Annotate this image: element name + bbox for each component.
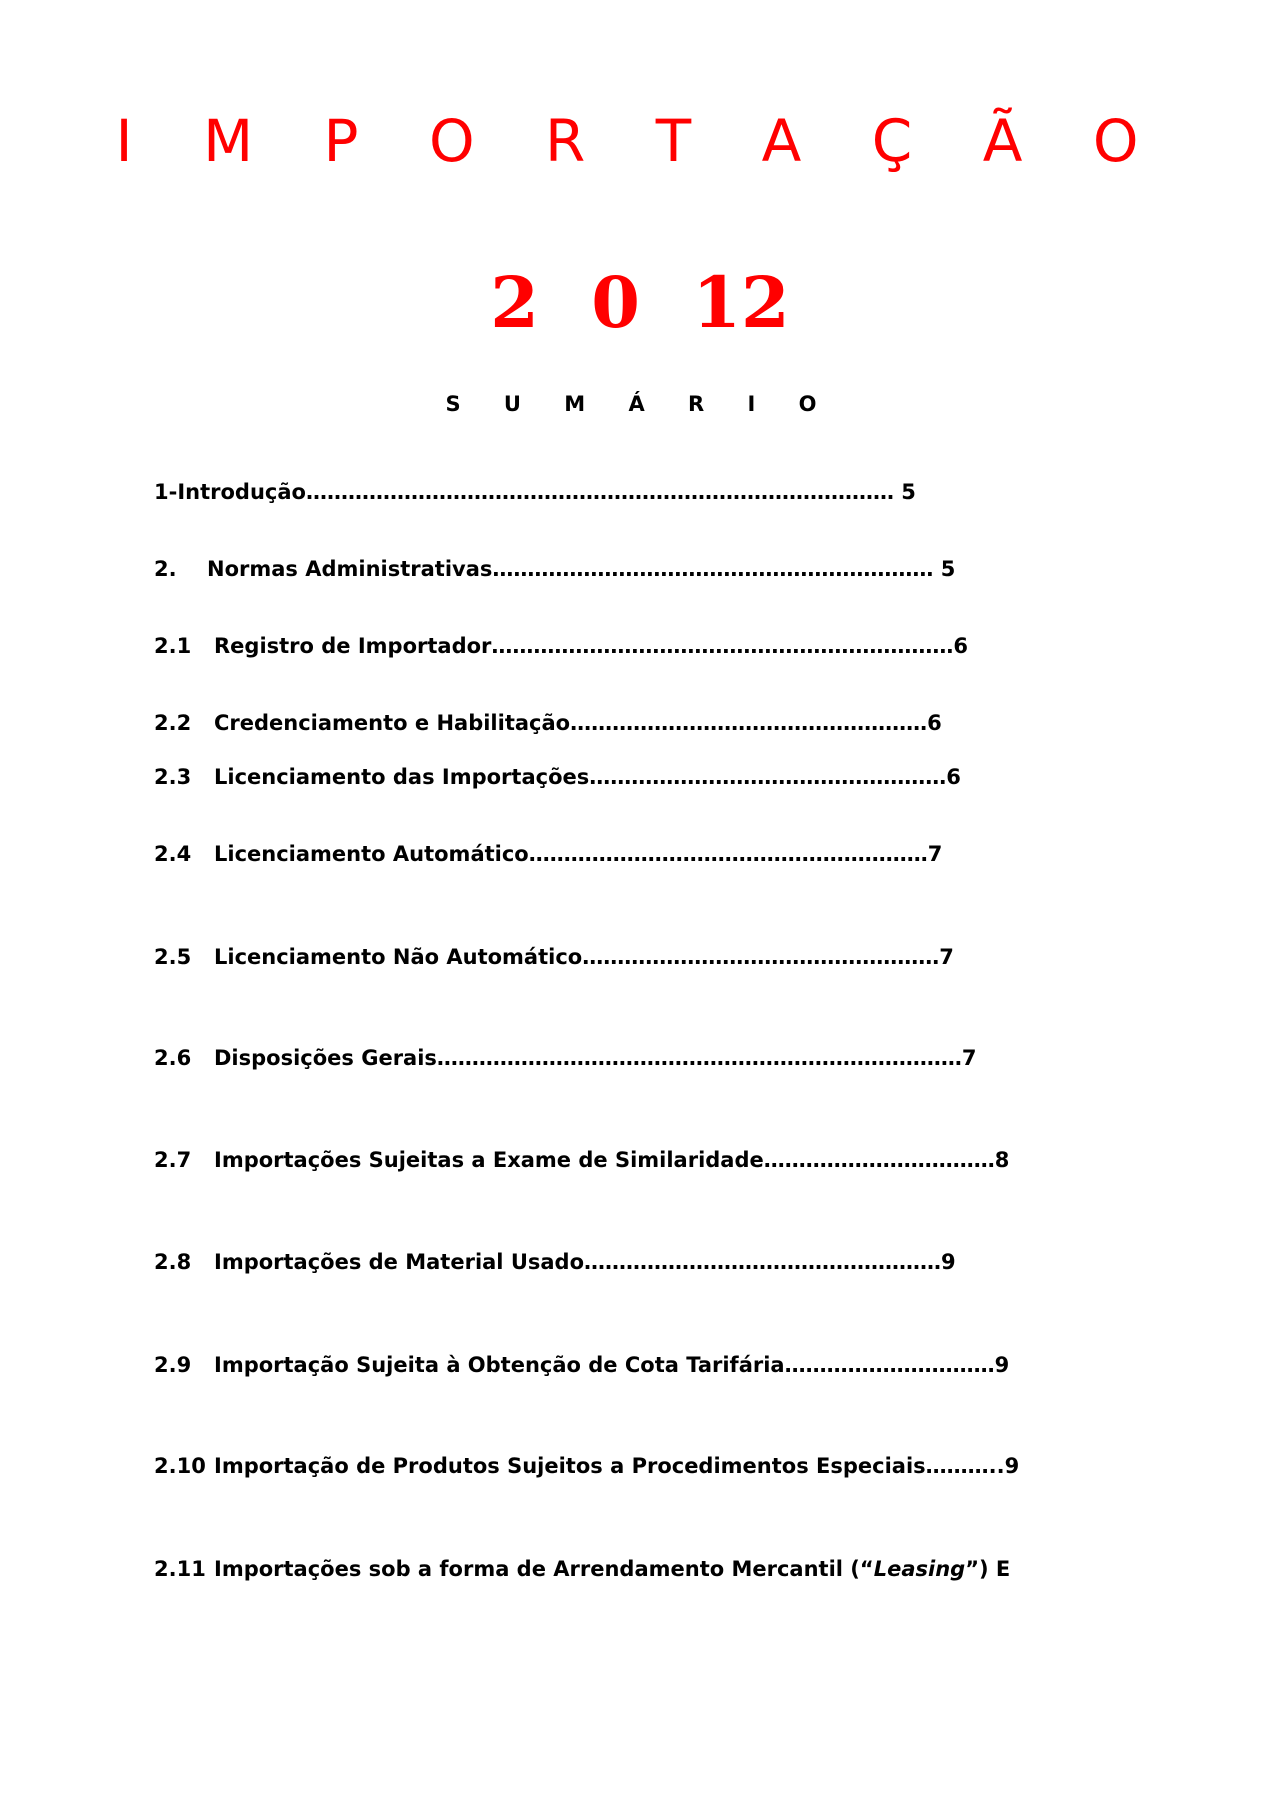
- toc-entry-2-7: [154, 1150, 1009, 1171]
- toc-entry-italic-text: Leasing: [873, 1557, 966, 1581]
- toc-entry-text: Credenciamento e Habilitação……………………………………………6: [214, 711, 942, 735]
- toc-entry-number: 2.9: [154, 1353, 192, 1377]
- toc-entry-2-3: [154, 767, 961, 788]
- toc-entry-number: 2.4: [154, 842, 192, 866]
- toc-entry-text: Licenciamento Não Automático……………………………………………7: [214, 945, 954, 969]
- toc-entry-introducao: [154, 482, 916, 503]
- toc-entry-number: 2.5: [154, 945, 192, 969]
- toc-entry-text: Licenciamento das Importações……………………………………………6: [214, 765, 961, 789]
- toc-entry-text: Licenciamento Automático…………………………………………………7: [214, 842, 943, 866]
- toc-entry-text: Importações de Material Usado……………………………………………9: [214, 1250, 956, 1274]
- toc-entry-number: 2.2: [154, 711, 192, 735]
- toc-entry-2-1: [154, 636, 968, 657]
- toc-entry-2-6: [154, 1048, 977, 1069]
- toc-entry-text-end: ”) E: [965, 1557, 1011, 1581]
- toc-entry-2: [154, 559, 955, 580]
- toc-entry-number: 2.10: [154, 1454, 206, 1478]
- toc-heading: S U M Á R I O: [445, 392, 835, 416]
- document-year: 2 0 12: [490, 261, 790, 344]
- toc-entry-text: Normas Administrativas……………………………………………………… 5: [207, 557, 956, 581]
- toc-entry-2-2: [154, 713, 942, 734]
- toc-entry-number: 2.6: [154, 1046, 192, 1070]
- toc-entry-text: Registro de Importador…………………………………………………………6: [214, 634, 969, 658]
- toc-entry-2-10: [154, 1456, 1019, 1477]
- toc-entry-number: 2.7: [154, 1148, 192, 1172]
- toc-entry-text: 1-Introdução………………………………………………………………………… 5: [154, 480, 916, 504]
- toc-entry-text: Importações Sujeitas a Exame de Similaridade……………………………8: [214, 1148, 1010, 1172]
- toc-entry-2-4: [154, 844, 942, 865]
- toc-entry-text: Importações sob a forma de Arrendamento Mercantil (“: [214, 1557, 874, 1581]
- toc-entry-text: Importação de Produtos Sujeitos a Procedimentos Especiais………..9: [214, 1454, 1020, 1478]
- toc-entry-2-8: [154, 1252, 956, 1273]
- toc-entry-text: Importação Sujeita à Obtenção de Cota Tarifária…………………………9: [214, 1353, 1010, 1377]
- toc-entry-number: 2.: [154, 557, 177, 581]
- toc-entry-number: 2.3: [154, 765, 192, 789]
- toc-entry-2-11: [154, 1559, 1010, 1580]
- toc-entry-number: 2.8: [154, 1250, 192, 1274]
- document-title: I M P O R T A Ç Ã O: [115, 107, 1165, 175]
- toc-entry-number: 2.11: [154, 1557, 206, 1581]
- toc-entry-2-9: [154, 1355, 1009, 1376]
- toc-entry-2-5: [154, 947, 954, 968]
- toc-entry-number: 2.1: [154, 634, 192, 658]
- toc-entry-text: Disposições Gerais…………………………………………………………………7: [214, 1046, 977, 1070]
